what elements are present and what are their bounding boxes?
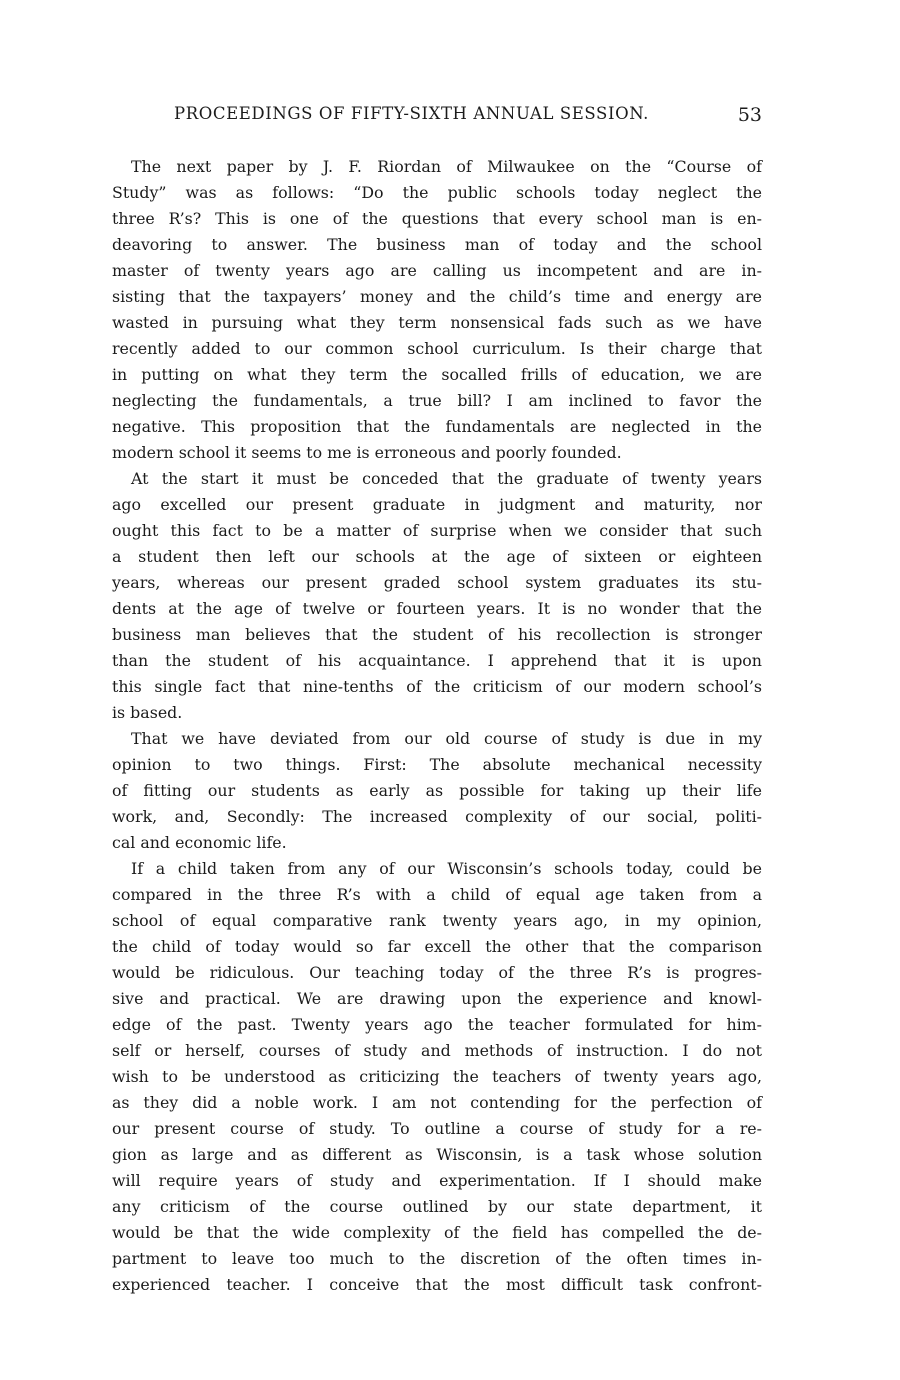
text-line: That we have deviated from our old course of study is due in my [131,729,762,748]
text-line: compared in the three R’s with a child of equal age taken from a [112,885,762,904]
text-line: negative. This proposition that the fundamentals are neglected in the [112,417,762,436]
text-line: would be ridiculous. Our teaching today of the three R’s is progres- [112,963,762,982]
text-line: partment to leave too much to the discretion of the often times in- [112,1249,762,1268]
text-line: years, whereas our present graded school system graduates its stu- [112,573,762,592]
text-line: ought this fact to be a matter of surprise when we consider that such [112,521,762,540]
text-line: master of twenty years ago are calling us incompetent and are in- [112,261,762,280]
text-line: our present course of study. To outline a course of study for a re- [112,1119,762,1138]
paragraph [112,154,762,466]
text-line: self or herself, courses of study and methods of instruction. I do not [112,1041,762,1060]
text-line: If a child taken from any of our Wisconsin’s schools today, could be [131,859,762,878]
text-line: sisting that the taxpayers’ money and the child’s time and energy are [112,287,762,306]
text-line: modern school it seems to me is erroneous and poorly founded. [112,443,622,462]
paragraph [112,856,762,1298]
body-text [112,154,762,1298]
text-line: would be that the wide complexity of the field has compelled the de- [112,1223,762,1242]
text-line: in putting on what they term the socalled frills of education, we are [112,365,762,384]
text-line: deavoring to answer. The business man of today and the school [112,235,762,254]
text-line: sive and practical. We are drawing upon the experience and knowl- [112,989,762,1008]
paragraph [112,466,762,726]
text-line: ago excelled our present graduate in judgment and maturity, nor [112,495,762,514]
text-line: than the student of his acquaintance. I apprehend that it is upon [112,651,762,670]
text-line: cal and economic life. [112,833,287,852]
text-line: school of equal comparative rank twenty years ago, in my opinion, [112,911,762,930]
text-line: work, and, Secondly: The increased complexity of our social, politi- [112,807,762,826]
text-line: dents at the age of twelve or fourteen years. It is no wonder that the [112,599,762,618]
text-line: Study” was as follows: “Do the public schools today neglect the [112,183,762,202]
text-line: neglecting the fundamentals, a true bill? I am inclined to favor the [112,391,762,410]
paragraph [112,726,762,856]
text-line: At the start it must be conceded that the graduate of twenty years [131,469,762,488]
text-line: gion as large and as different as Wisconsin, is a task whose solution [112,1145,762,1164]
text-line: as they did a noble work. I am not contending for the perfection of [112,1093,762,1112]
running-header-title: PROCEEDINGS OF FIFTY-SIXTH ANNUAL SESSION. [174,104,650,123]
text-line: any criticism of the course outlined by our state department, it [112,1197,762,1216]
text-line: edge of the past. Twenty years ago the teacher formulated for him- [112,1015,762,1034]
text-line: wish to be understood as criticizing the teachers of twenty years ago, [112,1067,762,1086]
text-line: of fitting our students as early as possible for taking up their life [112,781,762,800]
running-header [174,104,762,130]
text-line: recently added to our common school curriculum. Is their charge that [112,339,762,358]
text-line: will require years of study and experimentation. If I should make [112,1171,762,1190]
page-number: 53 [737,104,762,126]
text-line: The next paper by J. F. Riordan of Milwaukee on the “Course of [131,157,762,176]
text-line: wasted in pursuing what they term nonsensical fads such as we have [112,313,762,332]
text-line: the child of today would so far excell the other that the comparison [112,937,762,956]
text-line: three R’s? This is one of the questions that every school man is en- [112,209,762,228]
text-line: experienced teacher. I conceive that the most difficult task confront- [112,1275,762,1294]
text-line: business man believes that the student of his recollection is stronger [112,625,762,644]
text-line: this single fact that nine-tenths of the criticism of our modern school’s [112,677,762,696]
text-line: is based. [112,703,183,722]
text-line: opinion to two things. First: The absolute mechanical necessity [112,755,762,774]
text-line: a student then left our schools at the age of sixteen or eighteen [112,547,762,566]
